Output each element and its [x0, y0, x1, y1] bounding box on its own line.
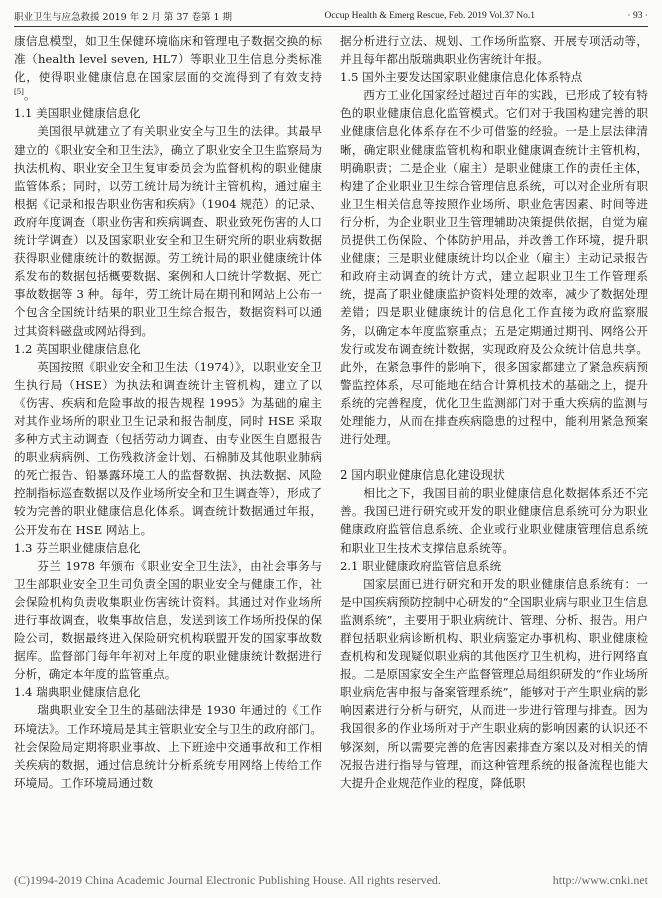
header-rule — [14, 26, 648, 27]
copyright-notice: (C)1994-2019 China Academic Journal Electronic Publishing House. All rights reserved. — [14, 872, 441, 887]
paragraph: 国家层面已进行研究和开发的职业健康信息系统有：一是中国疾病预防控制中心研发的“全国职业病与职业卫生信息监测系统”，主要用于职业病统计、管理、分析、报告。用户群包括职业病诊断机构、职业病鉴定办事机构、职业健康检查机构和发现疑似职业病的其他医疗卫生机构，进行网络直报。二是原国家安全生产监督管理总局组织研发的“作业场所职业病危害申报与备案管理系统”，能够对于产生职业病的影响因素进行分析与研究，从而进一步进行管理与排查。因为我国很多的作业场所对于产生职业病的影响因素的认识还不够深刻，所以需要完善的危害因素排查方案以及对相关的情况报告进行指导与管理，而这种管理系统的报备流程也能大大提升企业规范作业的程度，降低职 — [340, 576, 648, 790]
section-heading-1-5: 1.5 国外主要发达国家职业健康信息化体系特点 — [340, 70, 583, 85]
paragraph: 瑞典职业安全卫生的基础法律是 1930 年通过的《工作环境法》。工作环境局是其主管职业安全与卫生的政府部门。社会保险局定期将职业事故、上下班途中交通事故和工作相关疾病的数据，通过信息统计分析系统专用网络上传给工作环境局。工作环境局通过数 — [14, 703, 322, 790]
running-header — [14, 8, 648, 24]
left-column — [14, 32, 322, 860]
paragraph: 英国按照《职业安全和卫生法（1974）》，以职业安全卫生执行局（HSE）为执法和调查统计主管机构，建立了以《伤害、疾病和危险事故的报告规程 1995》为基础的雇主对其作业场所的职业卫生记录和报告制度，同时 HSE 采取多种方式主动调查（包括劳动力调查、由专业医生自愿报告的职业病病例、工伤残救济金计划、石棉肺及其他职业肺病的死亡报告、铅暴露环境工人的监督数据、执法数据、风险控制指标巡查数据以及作业场所安全和卫生调查等），形成了较为完善的职业健康信息化体系。调查统计数据通过年报，公开发布在 HSE 网站上。 — [14, 359, 322, 537]
paragraph: 相比之下，我国目前的职业健康信息化数据体系还不完善。我国已进行研究或开发的职业健康信息系统可分为职业健康政府监管信息系统、企业或行业职业健康管理信息系统和职业卫生技术支撑信息系统等。 — [340, 486, 648, 555]
section-heading-1-1: 1.1 美国职业健康信息化 — [14, 106, 141, 121]
journal-title-cn: 职业卫生与应急救援 2019 年 2 月 第 37 卷第 1 期 — [14, 12, 233, 23]
page-number: · 93 · — [627, 11, 648, 21]
section-heading-1-2: 1.2 英国职业健康信息化 — [14, 341, 141, 356]
section-spacer — [340, 448, 648, 466]
section-heading-1-4: 1.4 瑞典职业健康信息化 — [14, 685, 141, 700]
footer — [14, 872, 648, 888]
paragraph: 美国很早就建立了有关职业安全与卫生的法律。其最早建立的《职业安全和卫生法》，确立了职业安全卫生监察局为执法机构、职业安全卫生复审委员会为监督机构的职业健康监管体系；同时，以劳工统计局为统计主管机构，通过雇主根据《记录和报告职业伤害和疾病》（1904 规范）的记录、政府年度调查（职业伤害和疾病调查、职业致死伤害的人口统计学调查）以及国家职业安全和卫生研究所的职业病数据获得职业健康统计的数据源。劳工统计局的职业健康统计体系发布的数据包括概要数据、案例和人口统计学数据、死亡事故数据等 3 种。每年，劳工统计局在期刊和网站上公布一个包含全国统计结果的职业卫生综合报告，数据资料可以通过其资料磁盘或网站得到。 — [14, 124, 322, 338]
section-heading-2-1: 2.1 职业健康政府监管信息系统 — [340, 558, 502, 573]
paragraph: 芬兰 1978 年颁布《职业安全卫生法》，由社会事务与卫生部职业安全卫生司负责全国的职业安全与健康工作，社会保险机构负责收集职业伤害统计资料。其通过对作业场所进行事故调查，收集事故信息，发送到该工作场所投保的保险公司，数据最终进入保险研究机构联盟开发的国家事故数据库。监督部门每年年初对上年度的职业健康统计数据进行分析，确定本年度的监管重点。 — [14, 558, 322, 682]
paragraph: 据分析进行立法、规划、工作场所监察、开展专项活动等，并且每年都出版瑞典职业伤害统计年报。 — [340, 34, 648, 67]
paragraph — [14, 32, 322, 104]
journal-title-en: Occup Health & Emerg Rescue, Feb. 2019 Vol.37 No.1 — [324, 11, 536, 21]
section-heading-1-3: 1.3 芬兰职业健康信息化 — [14, 540, 141, 555]
paragraph-text: 。 — [23, 88, 36, 103]
reference-marker: [5] — [14, 88, 24, 97]
footer-url: http://www.cnki.net — [552, 872, 648, 887]
paragraph: 西方工业化国家经过超过百年的实践，已形成了较有特色的职业健康信息化监管模式。它们对于我国构建完善的职业健康信息化体系存在不少可借鉴的经验。一是上层法律清晰，确定职业健康监管机构和职业健康调查统计主管机构，明确职责；二是企业（雇主）是职业健康工作的责任主体，构建了企业职业卫生综合管理信息系统，可以对企业所有职业卫生相关信息等按照作业场所、职业危害因素、时间等进行分析，为企业职业卫生管理辅助决策提供依据，自觉为雇员提供工伤保险、个体防护用品，并改善工作环境，提升职业健康；三是职业健康统计均以企业（雇主）主动记录报告和政府主动调查的统计方式，建立起职业卫生工作管理系统，提高了职业健康监护资料处理的效率，减少了数据处理差错；四是职业健康统计的信息化工作直接为政府监察服务，以确定本年度监察重点；五是定期通过期刊、网络公开发行或发布调查统计数据，实现政府及公众统计信息共享。此外，在紧急事件的影响下，很多国家都建立了紧急疾病预警监控体系，尽可能地在结合计算机技术的基础之上，提升系统的完善程度，优化卫生监测部门对于重大疾病的监测与处理能力，从而在排查疾病隐患的过程中，能利用紧急预案进行处理。 — [340, 88, 648, 447]
right-column — [340, 32, 648, 860]
section-heading-2: 2 国内职业健康信息化建设现状 — [340, 468, 505, 483]
paragraph-text: 康信息模型，如卫生保健环境临床和管理电子数据交换的标准（health level seven, HL7）等职业卫生信息分类标准化，使得职业健康信息在国家层面的交流得到了有效支持 — [14, 34, 322, 85]
